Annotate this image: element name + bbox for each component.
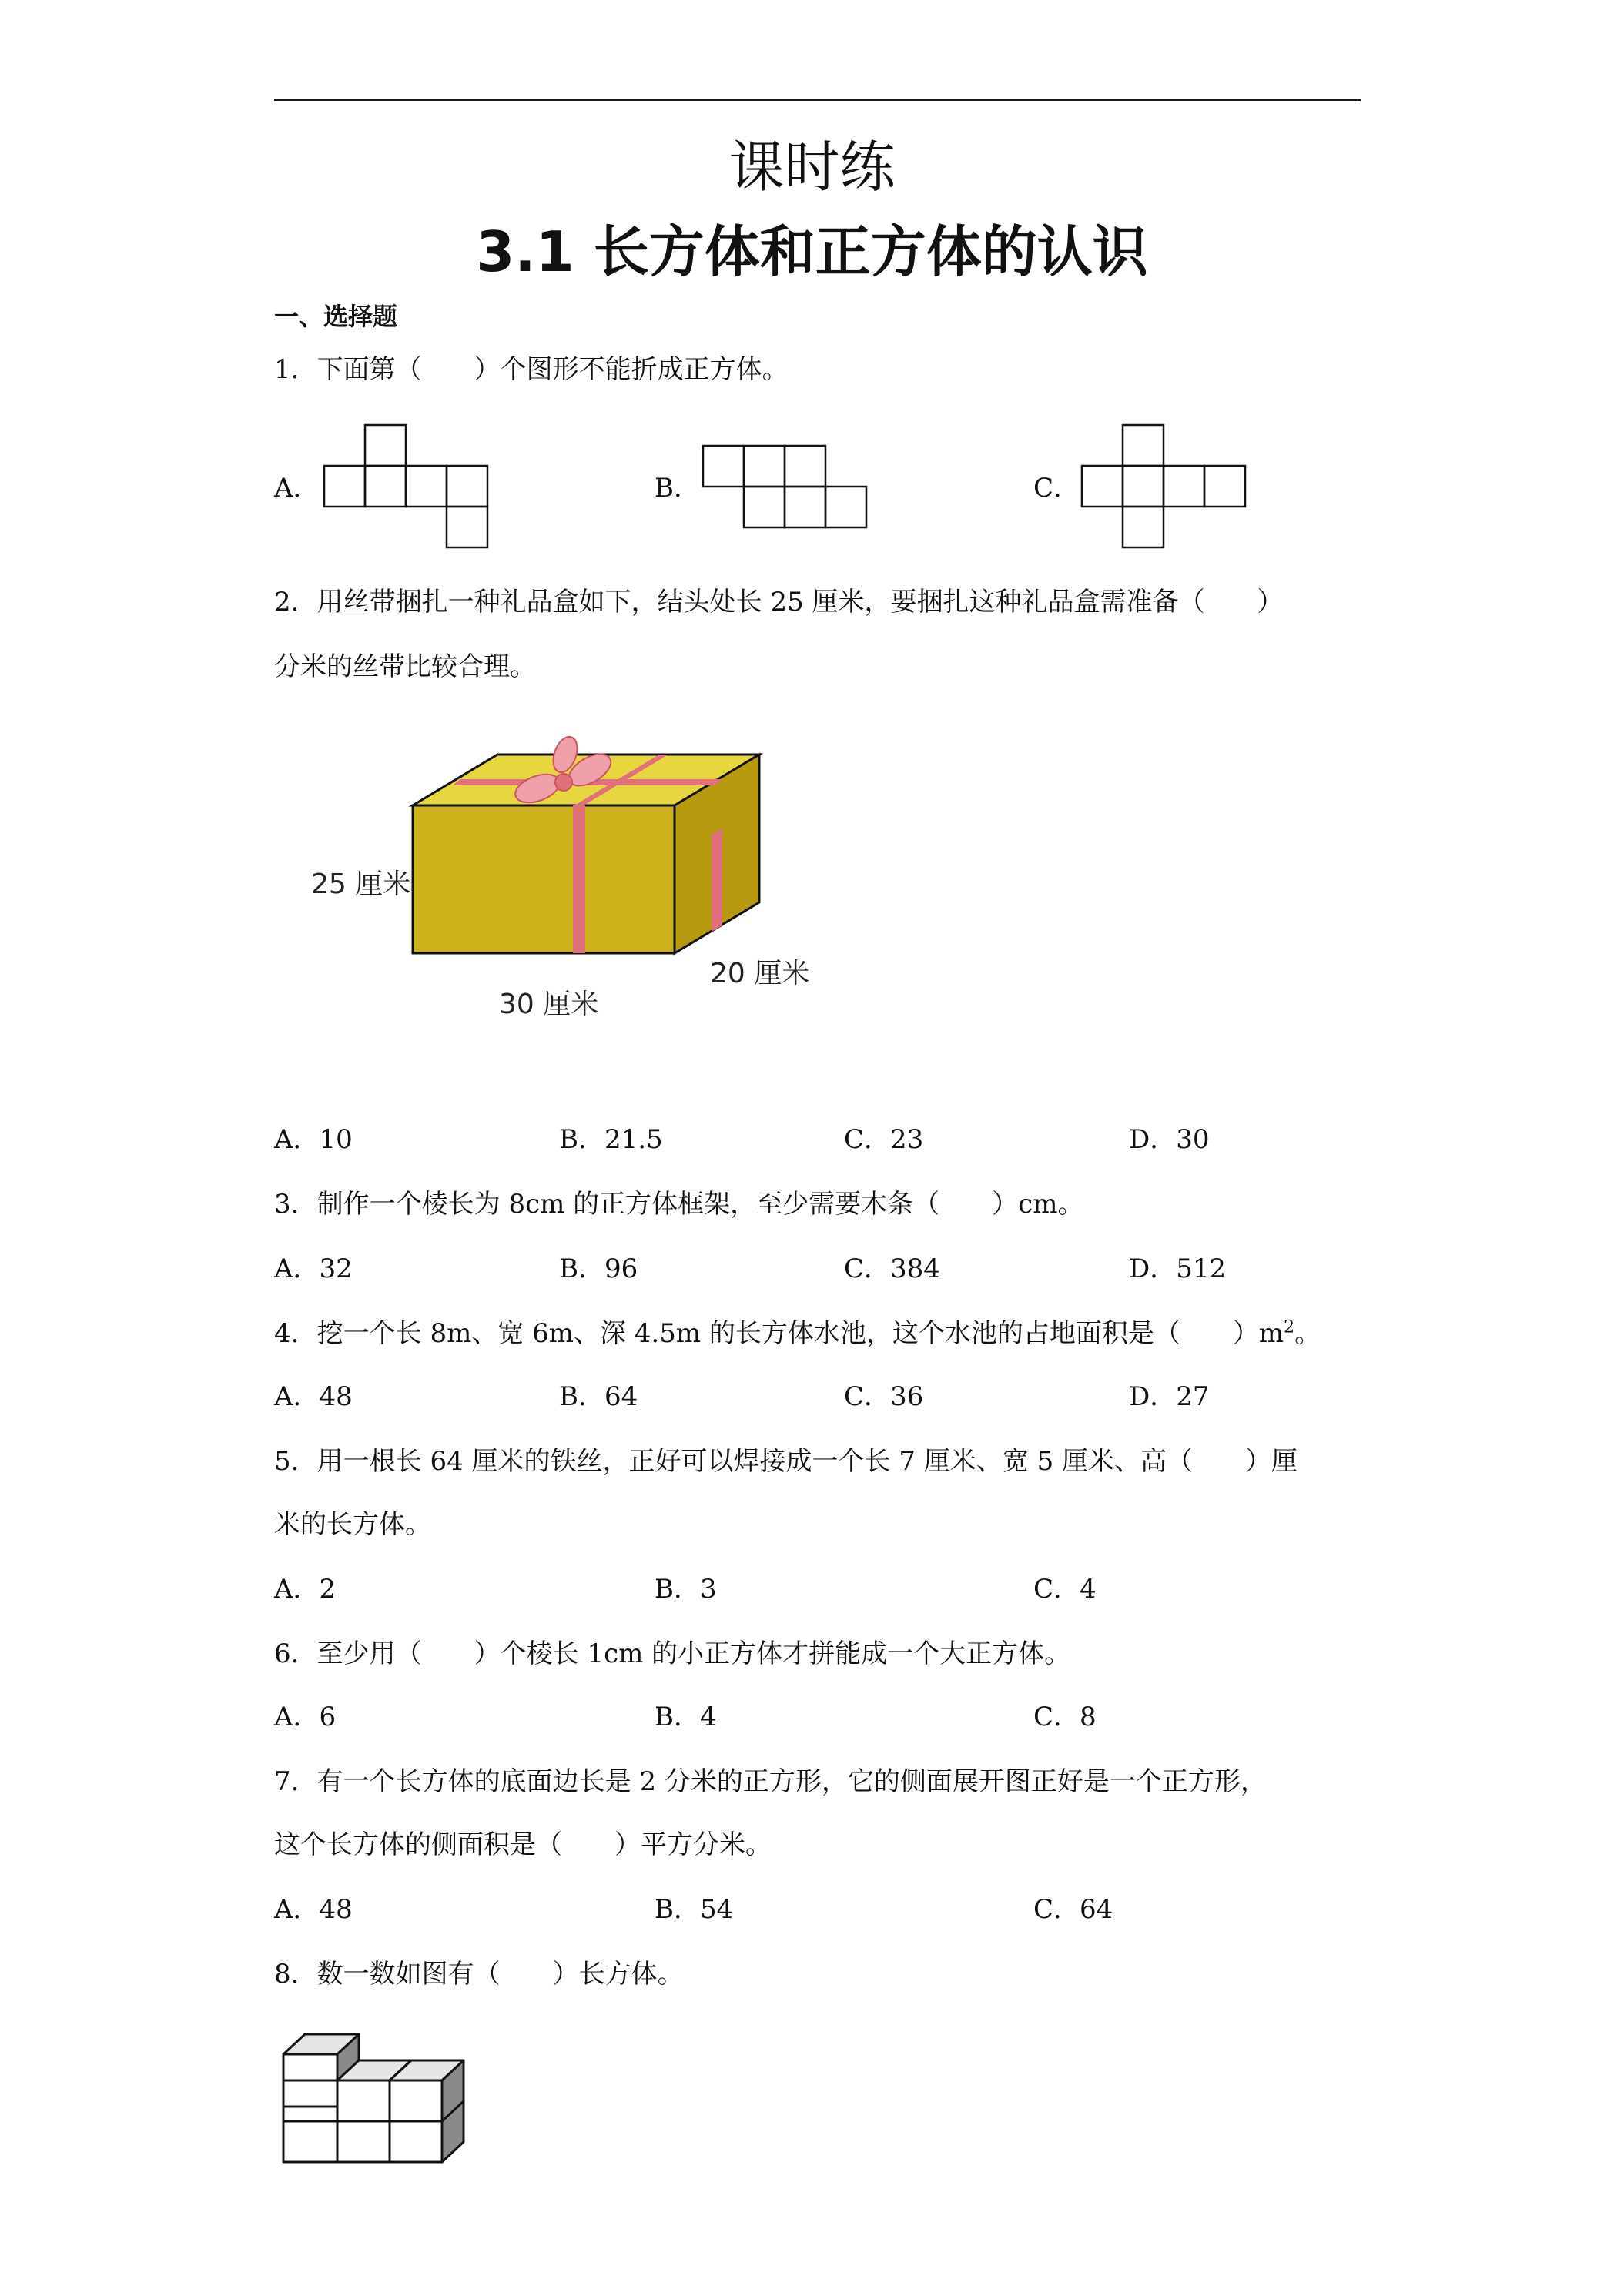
- q3-option-c[interactable]: C．384: [844, 1253, 940, 1284]
- ribbon-side-vertical: [712, 828, 722, 932]
- q3-option-a[interactable]: A．32: [274, 1253, 353, 1284]
- q6-option-a[interactable]: A．6: [274, 1702, 337, 1732]
- box-height-label: 25 厘米: [311, 869, 411, 900]
- q7-option-a[interactable]: A．48: [274, 1894, 353, 1925]
- q2-option-d[interactable]: D．30: [1129, 1124, 1210, 1155]
- gift-box-figure: [408, 724, 770, 970]
- stacked-cuboids-figure: [277, 2016, 485, 2170]
- lesson-title: 3.1 长方体和正方体的认识: [476, 219, 1148, 284]
- q7-option-b[interactable]: B．54: [655, 1894, 734, 1925]
- page-title: 课时练: [728, 135, 896, 199]
- q4-option-b[interactable]: B．64: [559, 1381, 638, 1412]
- q3-option-b[interactable]: B．96: [559, 1253, 638, 1284]
- q7-option-c[interactable]: C．64: [1033, 1894, 1113, 1925]
- question-4-text: [274, 1317, 1321, 1350]
- q4-option-c[interactable]: C．36: [844, 1381, 924, 1412]
- question-5-text-line1: 5．用一根长 64 厘米的铁丝，正好可以焊接成一个长 7 厘米、宽 5 厘米、高（ ）厘: [274, 1446, 1298, 1477]
- q4-option-d[interactable]: D．27: [1129, 1381, 1210, 1412]
- q6-option-c[interactable]: C．8: [1033, 1702, 1097, 1732]
- box-front-face: [413, 805, 675, 953]
- q5-option-c[interactable]: C．4: [1033, 1574, 1097, 1605]
- q6-option-b[interactable]: B．4: [655, 1702, 717, 1732]
- net-c-figure: [1080, 422, 1257, 553]
- question-5-text-line2: 米的长方体。: [274, 1509, 431, 1540]
- top-rule: [274, 99, 1361, 101]
- question-4-text-end: 。: [1294, 1318, 1321, 1349]
- question-7-text-line1: 7．有一个长方体的底面边长是 2 分米的正方形，它的侧面展开图正好是一个正方形，: [274, 1766, 1267, 1797]
- question-6-text: 6．至少用（ ）个棱长 1cm 的小正方体才拼能成一个大正方体。: [274, 1638, 1071, 1669]
- q2-option-b[interactable]: B．21.5: [559, 1124, 663, 1155]
- q2-option-a[interactable]: A．10: [274, 1124, 353, 1155]
- q4-option-a[interactable]: A．48: [274, 1381, 353, 1412]
- question-2-text-line1: 2．用丝带捆扎一种礼品盒如下，结头处长 25 厘米，要捆扎这种礼品盒需准备（ ）: [274, 587, 1284, 618]
- question-2-text-line2: 分米的丝带比较合理。: [274, 651, 536, 682]
- q5-option-b[interactable]: B．3: [655, 1574, 717, 1605]
- question-1-text: 1．下面第（ ）个图形不能折成正方体。: [274, 354, 789, 385]
- question-7-text-line2: 这个长方体的侧面积是（ ）平方分米。: [274, 1829, 772, 1860]
- q1-option-b[interactable]: B．: [655, 473, 700, 504]
- section-heading: 一、选择题: [274, 302, 398, 331]
- q2-option-c[interactable]: C．23: [844, 1124, 924, 1155]
- net-a-figure: [322, 422, 499, 553]
- question-8-text: 8．数一数如图有（ ）长方体。: [274, 1959, 684, 1990]
- q5-option-a[interactable]: A．2: [274, 1574, 337, 1605]
- question-4-text-main: 4．挖一个长 8m、宽 6m、深 4.5m 的长方体水池，这个水池的占地面积是（ ）m: [274, 1318, 1284, 1349]
- q1-option-a[interactable]: A．: [274, 473, 320, 504]
- box-length-label: 30 厘米: [499, 989, 599, 1020]
- q1-option-c[interactable]: C．: [1033, 473, 1080, 504]
- unit-exponent: 2: [1284, 1317, 1295, 1337]
- question-3-text: 3．制作一个棱长为 8cm 的正方体框架，至少需要木条（ ）cm。: [274, 1189, 1084, 1220]
- ribbon-front-vertical: [573, 805, 585, 953]
- net-b-figure: [701, 443, 878, 536]
- box-width-label: 20 厘米: [710, 958, 810, 989]
- q3-option-d[interactable]: D．512: [1129, 1253, 1227, 1284]
